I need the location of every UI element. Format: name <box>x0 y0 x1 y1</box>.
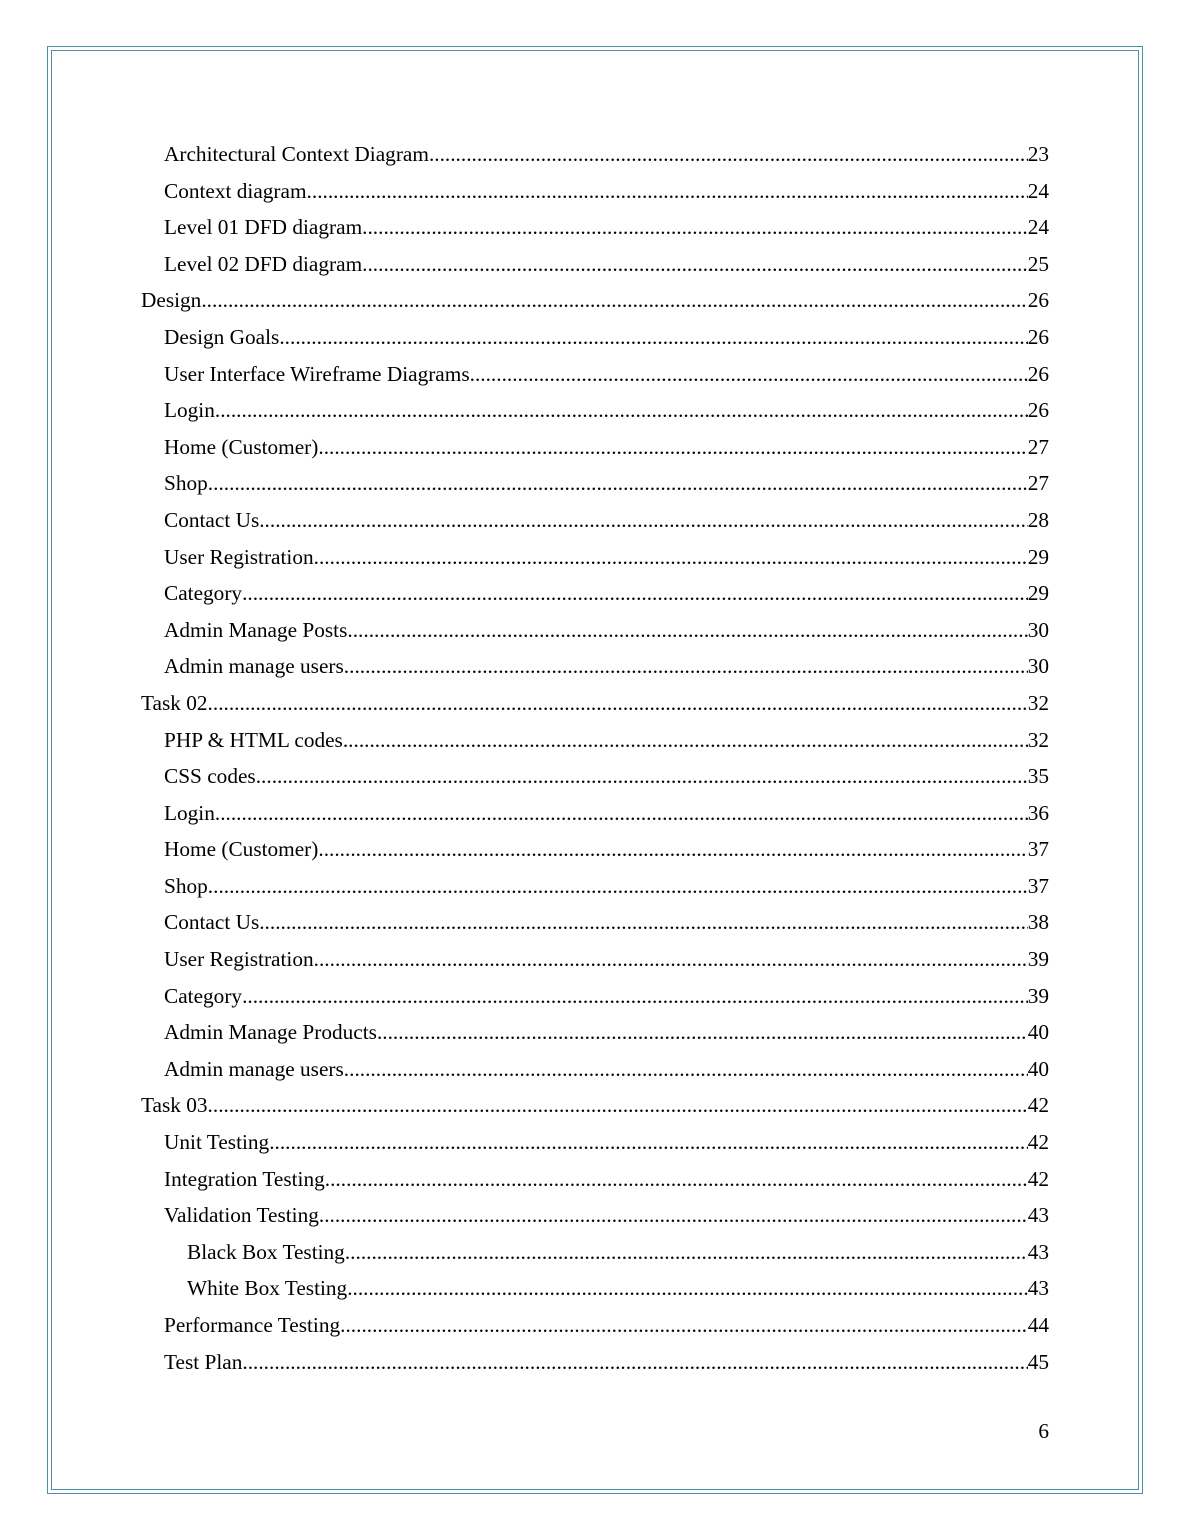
toc-entry-title: Task 03 <box>141 1093 208 1118</box>
toc-dot-leader <box>344 648 1028 685</box>
toc-entry-title: Integration Testing <box>164 1166 325 1191</box>
toc-entry-title: Login <box>164 398 215 423</box>
toc-dot-leader <box>318 429 1027 466</box>
toc-dot-leader <box>470 356 1028 393</box>
table-of-contents <box>141 136 1049 1380</box>
toc-dot-leader <box>307 173 1028 210</box>
toc-entry-page: 24 <box>1027 215 1049 240</box>
toc-entry-title: Contact Us <box>164 507 260 532</box>
toc-entry-page: 44 <box>1027 1313 1049 1337</box>
toc-entry-title: Home (Customer) <box>164 434 319 459</box>
toc-dot-leader <box>319 1197 1028 1234</box>
toc-entry-title: Black Box Testing <box>187 1239 345 1264</box>
toc-entry-page: 30 <box>1027 617 1049 642</box>
toc-entry-page: 42 <box>1027 1093 1049 1118</box>
toc-entry-title: Test Plan <box>164 1349 243 1374</box>
toc-entry-title: User Registration <box>164 544 314 569</box>
toc-entry-page: 24 <box>1027 178 1049 203</box>
toc-entry[interactable] <box>141 722 1049 759</box>
toc-entry[interactable] <box>141 831 1049 868</box>
toc-entry[interactable] <box>141 758 1049 795</box>
toc-entry[interactable] <box>141 904 1049 941</box>
toc-entry-title: Task 02 <box>141 690 208 715</box>
toc-dot-leader <box>242 978 1028 1015</box>
toc-dot-leader <box>340 1307 1028 1344</box>
toc-entry-title: Shop <box>164 873 208 898</box>
toc-entry-page: 28 <box>1027 507 1049 532</box>
toc-entry-page: 36 <box>1027 800 1049 825</box>
toc-dot-leader <box>201 282 1027 319</box>
toc-entry-page: 27 <box>1027 471 1049 496</box>
toc-entry-title: Admin Manage Products <box>164 1020 377 1045</box>
toc-entry[interactable] <box>141 356 1049 393</box>
toc-entry[interactable] <box>141 465 1049 502</box>
toc-entry-page: 26 <box>1027 324 1049 349</box>
toc-dot-leader <box>362 209 1028 246</box>
toc-entry[interactable] <box>141 1197 1049 1234</box>
toc-entry-page: 29 <box>1027 581 1049 606</box>
toc-entry[interactable] <box>141 429 1049 466</box>
toc-entry[interactable] <box>141 1014 1049 1051</box>
toc-entry-page: 43 <box>1027 1276 1049 1301</box>
toc-dot-leader <box>343 722 1028 759</box>
toc-entry-page: 37 <box>1027 837 1049 862</box>
toc-entry-title: Design Goals <box>164 324 280 349</box>
toc-dot-leader <box>208 465 1028 502</box>
toc-entry[interactable] <box>141 539 1049 576</box>
toc-entry-page: 25 <box>1027 251 1049 276</box>
toc-entry[interactable] <box>141 282 1049 319</box>
toc-entry-title: Level 01 DFD diagram <box>164 215 363 240</box>
toc-entry-page: 40 <box>1027 1056 1049 1081</box>
toc-dot-leader <box>318 831 1027 868</box>
toc-dot-leader <box>256 758 1028 795</box>
toc-entry-page: 39 <box>1027 947 1049 972</box>
toc-entry[interactable] <box>141 209 1049 246</box>
toc-entry[interactable] <box>141 502 1049 539</box>
toc-dot-leader <box>208 868 1028 905</box>
toc-entry-page: 29 <box>1027 544 1049 569</box>
toc-entry-title: Validation Testing <box>164 1203 319 1228</box>
toc-entry-title: Context diagram <box>164 178 307 203</box>
toc-entry-page: 23 <box>1027 142 1049 166</box>
toc-dot-leader <box>208 685 1028 722</box>
toc-dot-leader <box>242 575 1028 612</box>
toc-dot-leader <box>314 941 1028 978</box>
toc-dot-leader <box>347 612 1027 649</box>
toc-dot-leader <box>377 1014 1028 1051</box>
toc-entry-page: 37 <box>1027 873 1049 898</box>
toc-entry[interactable] <box>141 978 1049 1015</box>
toc-entry-page: 38 <box>1027 910 1049 935</box>
toc-dot-leader <box>345 1234 1028 1271</box>
toc-entry[interactable] <box>141 1234 1049 1271</box>
toc-entry[interactable] <box>141 575 1049 612</box>
toc-entry-title: Admin manage users <box>164 654 344 679</box>
toc-entry[interactable] <box>141 941 1049 978</box>
toc-entry-page: 39 <box>1027 983 1049 1008</box>
toc-entry-title: Unit Testing <box>164 1130 270 1155</box>
toc-entry[interactable] <box>141 246 1049 283</box>
toc-entry-title: User Interface Wireframe Diagrams <box>164 361 470 386</box>
toc-entry-title: Login <box>164 800 215 825</box>
toc-entry-title: Level 02 DFD diagram <box>164 251 363 276</box>
toc-entry-page: 35 <box>1027 764 1049 789</box>
toc-entry-page: 43 <box>1027 1203 1049 1228</box>
toc-entry-title: CSS codes <box>164 764 256 789</box>
toc-entry[interactable] <box>141 648 1049 685</box>
toc-entry[interactable] <box>141 319 1049 356</box>
toc-entry[interactable] <box>141 685 1049 722</box>
toc-entry-page: 32 <box>1027 727 1049 752</box>
toc-dot-leader <box>215 795 1028 832</box>
toc-entry-title: PHP & HTML codes <box>164 727 343 752</box>
toc-dot-leader <box>208 1087 1028 1124</box>
toc-dot-leader <box>215 392 1028 429</box>
toc-dot-leader <box>429 136 1028 173</box>
toc-entry-page: 40 <box>1027 1020 1049 1045</box>
toc-entry-title: Design <box>141 288 202 313</box>
toc-entry-title: User Registration <box>164 947 314 972</box>
toc-entry-page: 26 <box>1027 398 1049 423</box>
toc-entry[interactable] <box>141 173 1049 210</box>
toc-entry-title: Contact Us <box>164 910 260 935</box>
toc-entry[interactable] <box>141 1270 1049 1307</box>
toc-dot-leader <box>344 1051 1028 1088</box>
toc-entry-title: Architectural Context Diagram <box>164 142 429 166</box>
toc-entry[interactable] <box>141 1124 1049 1161</box>
toc-entry-title: Home (Customer) <box>164 837 319 862</box>
toc-entry[interactable] <box>141 868 1049 905</box>
toc-entry[interactable] <box>141 1307 1049 1344</box>
toc-dot-leader <box>242 1344 1027 1381</box>
toc-entry[interactable] <box>141 392 1049 429</box>
toc-entry[interactable] <box>141 1344 1049 1381</box>
toc-entry-title: Performance Testing <box>164 1313 341 1337</box>
toc-entry-title: Admin manage users <box>164 1056 344 1081</box>
page-number: 6 <box>1038 1419 1049 1443</box>
toc-entry[interactable] <box>141 795 1049 832</box>
toc-dot-leader <box>325 1161 1028 1198</box>
toc-entry[interactable] <box>141 1087 1049 1124</box>
toc-entry[interactable] <box>141 612 1049 649</box>
toc-entry-title: White Box Testing <box>187 1276 348 1301</box>
toc-dot-leader <box>347 1270 1028 1307</box>
toc-entry-title: Category <box>164 581 243 606</box>
toc-entry-title: Category <box>164 983 243 1008</box>
toc-dot-leader <box>314 539 1028 576</box>
toc-entry-title: Admin Manage Posts <box>164 617 348 642</box>
toc-entry[interactable] <box>141 136 1049 173</box>
toc-entry-page: 43 <box>1027 1239 1049 1264</box>
toc-dot-leader <box>279 319 1027 356</box>
toc-dot-leader <box>269 1124 1028 1161</box>
toc-entry-page: 42 <box>1027 1130 1049 1155</box>
toc-dot-leader <box>362 246 1028 283</box>
toc-entry-page: 27 <box>1027 434 1049 459</box>
toc-entry[interactable] <box>141 1161 1049 1198</box>
toc-dot-leader <box>259 904 1027 941</box>
toc-dot-leader <box>259 502 1027 539</box>
toc-entry-page: 42 <box>1027 1166 1049 1191</box>
toc-entry[interactable] <box>141 1051 1049 1088</box>
toc-entry-page: 32 <box>1027 690 1049 715</box>
toc-entry-page: 26 <box>1027 361 1049 386</box>
toc-entry-page: 26 <box>1027 288 1049 313</box>
toc-entry-page: 30 <box>1027 654 1049 679</box>
toc-entry-page: 45 <box>1027 1349 1049 1374</box>
toc-entry-title: Shop <box>164 471 208 496</box>
